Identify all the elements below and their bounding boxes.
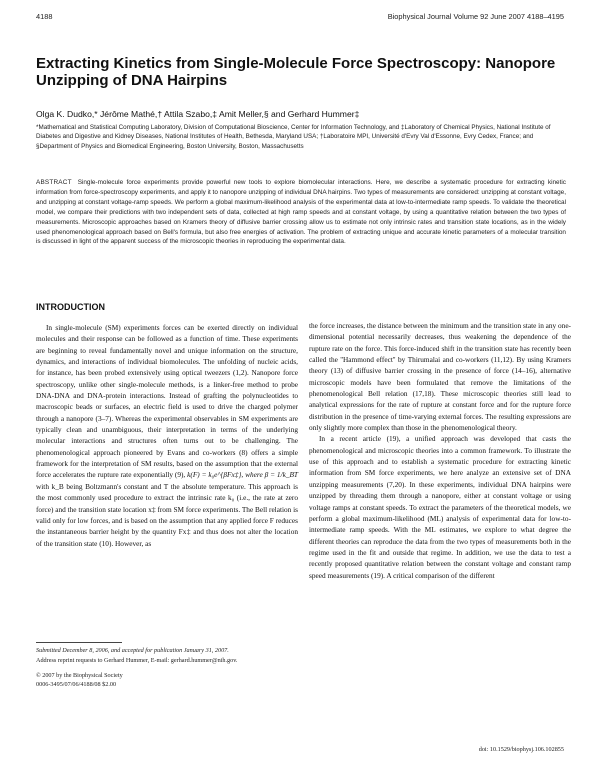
abstract-text: Single-molecule force experiments provide powerful new tools to explore biomolecular interactions. Here, we describe a systematic procedure for extracting kinetic information from force-spectroscopy experiments, and apply it to nanopore unzipping of individual DNA hairpins. Two types of measurements are considered: unzipping at constant voltage, and unzipping at constant voltage-ramp speeds. We perform a global maximum-likelihood analysis of the experimental data at low-to-intermediate ramp speeds. To validate the theoretical model, we compare their predictions with two independent sets of data, collected at high ramp speeds and at constant voltage, by using a quantitative relation between the two types of measurements. Microscopic approaches based on Kramers theory of diffusive barrier crossing allow us to estimate not only intrinsic rates and transition state locations, as in the widely used phenomenological approach based on Bell's formula, but also free energies of activation. The problem of extracting unique and accurate kinetic parameters of a molecular transition is discussed in light of the apparent success of the microscopic theories in reproducing the experimental data.	[36, 179, 566, 246]
abstract	[36, 178, 566, 247]
right-column	[309, 320, 571, 581]
journal-info: Biophysical Journal Volume 92 June 2007 4188–4195	[387, 12, 564, 21]
intro-paragraph-1-continued: with k_B being Boltzmann's constant and T the absolute temperature. This approach is the most commonly used procedure to extract the intrinsic rate k₀ (i.e., the rate at zero force) and the transition state location x‡ from SM force experiments. The Bell relation is valid only for low forces, and is based on the assumption that any applied force F reduces the instantaneous barrier height by the quantity Fx‡ and thus does not alter the location of the transition state (10). However, as	[36, 481, 298, 548]
reprint-address: Address reprint requests to Gerhard Hummer, E-mail: gerhard.hummer@nih.gov.	[36, 656, 238, 664]
affiliations: *Mathematical and Statistical Computing Laboratory, Division of Computational Bioscience, Center for Information Technology, and ‡Laboratory of Chemical Physics, National Institute of Diabetes and Digestive and Kidney Diseases, National Institutes of Health, Bethesda, Maryland USA; †Laboratoire MPI, Université d'Evry Val d'Essonne, Evry Cedex, France; and §Department of Physics and Biomedical Engineering, Boston University, Boston, Massachusetts	[36, 124, 551, 150]
journal-code: 0006-3495/07/06/4188/08 $2.00	[36, 681, 117, 689]
footnotes	[36, 646, 298, 690]
doi: doi: 10.1529/biophysj.106.102855	[478, 746, 564, 753]
left-column	[36, 322, 298, 549]
section-heading-introduction: INTRODUCTION	[36, 302, 105, 312]
abstract-label: ABSTRACT	[36, 179, 72, 186]
copyright: © 2007 by the Biophysical Society	[36, 671, 123, 679]
bell-equation: k(F) = k₀e^{βFx‡}, where β = 1/k_BT	[187, 470, 298, 480]
page-number: 4188	[36, 12, 53, 21]
footnote-divider	[36, 642, 122, 643]
intro-paragraph-1-cont: the force increases, the distance between the minimum and the transition state in any one-dimensional potential necessarily decreases, thus weakening the dependence of the rupture rate on the force. This force-induced shift in the transition state has recently been called the ''Hammond effect'' by Thirumalai and co-workers (11,12). By using Kramers theory (13) of diffusive barrier crossing in the presence of force (14–16), alternative microscopic models have been formulated that remove the limitations of the phenomenological Bell relation (17,18). These microscopic theories still lead to analytical expressions for the rate of rupture at constant force and for the rupture force distribution in the presence of time-varying external forces. The resulting expressions are only slightly more complex than those in the phenomenological theory.	[309, 321, 571, 433]
article-title: Extracting Kinetics from Single-Molecule Force Spectroscopy: Nanopore Unzipping of DNA Hairpins	[36, 55, 556, 89]
author-list: Olga K. Dudko,* Jérôme Mathé,† Attila Szabo,‡ Amit Meller,§ and Gerhard Hummer‡	[36, 109, 360, 119]
intro-paragraph-1-text: In single-molecule (SM) experiments forces can be exerted directly on individual molecules and their response can be followed as a function of time. These experiments are beginning to reveal fundamentally novel and unique information on the structure, dynamics, and interactions of individual biomolecules. The unfolding of nucleic acids, for instance, has been probed extensively using optical tweezers (1,2). Nanopore force spectroscopy, unlike other single-molecule methods, is a linker-free method to probe DNA-DNA and DNA-protein interactions. Instead of grafting the polynucleotides to macroscopic beads or surfaces, an electric field is used to drive the charged polymer through a nanopore (3–7). Whereas the experimental observables in SM experiments are typically clean and unambiguous, their interpretation in terms of the underlying molecular interactions and structures often turns out to be challenging. The phenomenological approach pioneered by Evans and co-workers (8) offers a simple framework for the interpretation of SM results, based on the assumption that the external force accelerates the rupture rate exponentially (9),	[36, 323, 298, 480]
intro-paragraph-1	[36, 322, 298, 549]
submission-dates: Submitted December 8, 2006, and accepted for publication January 31, 2007.	[36, 647, 229, 654]
intro-paragraph-2: In a recent article (19), a unified approach was developed that casts the phenomenological and microscopic theories into a common framework. To illustrate the use of this approach and to establish a systematic procedure for extracting kinetic information from SM force experiments, we here analyze an extensive set of DNA unzipping measurements (7,20). In these experiments, individual DNA hairpins were unzipped by threading them through a nanopore, either at constant voltage or using voltage ramps at constant speeds. To extract the parameters of the theoretical models, we perform a global maximum-likelihood (ML) analysis of experimental data for low-to-intermediate ramp speeds. With the ML estimates, we explore to what degree the different theories can reproduce the data from the two types of measurements both in the regime used in the fit and outside that regime. In addition, we use the data to test a recently proposed quantitative relation between the constant voltage and constant ramp speed measurements (19). A critical comparison of the different	[309, 434, 571, 580]
